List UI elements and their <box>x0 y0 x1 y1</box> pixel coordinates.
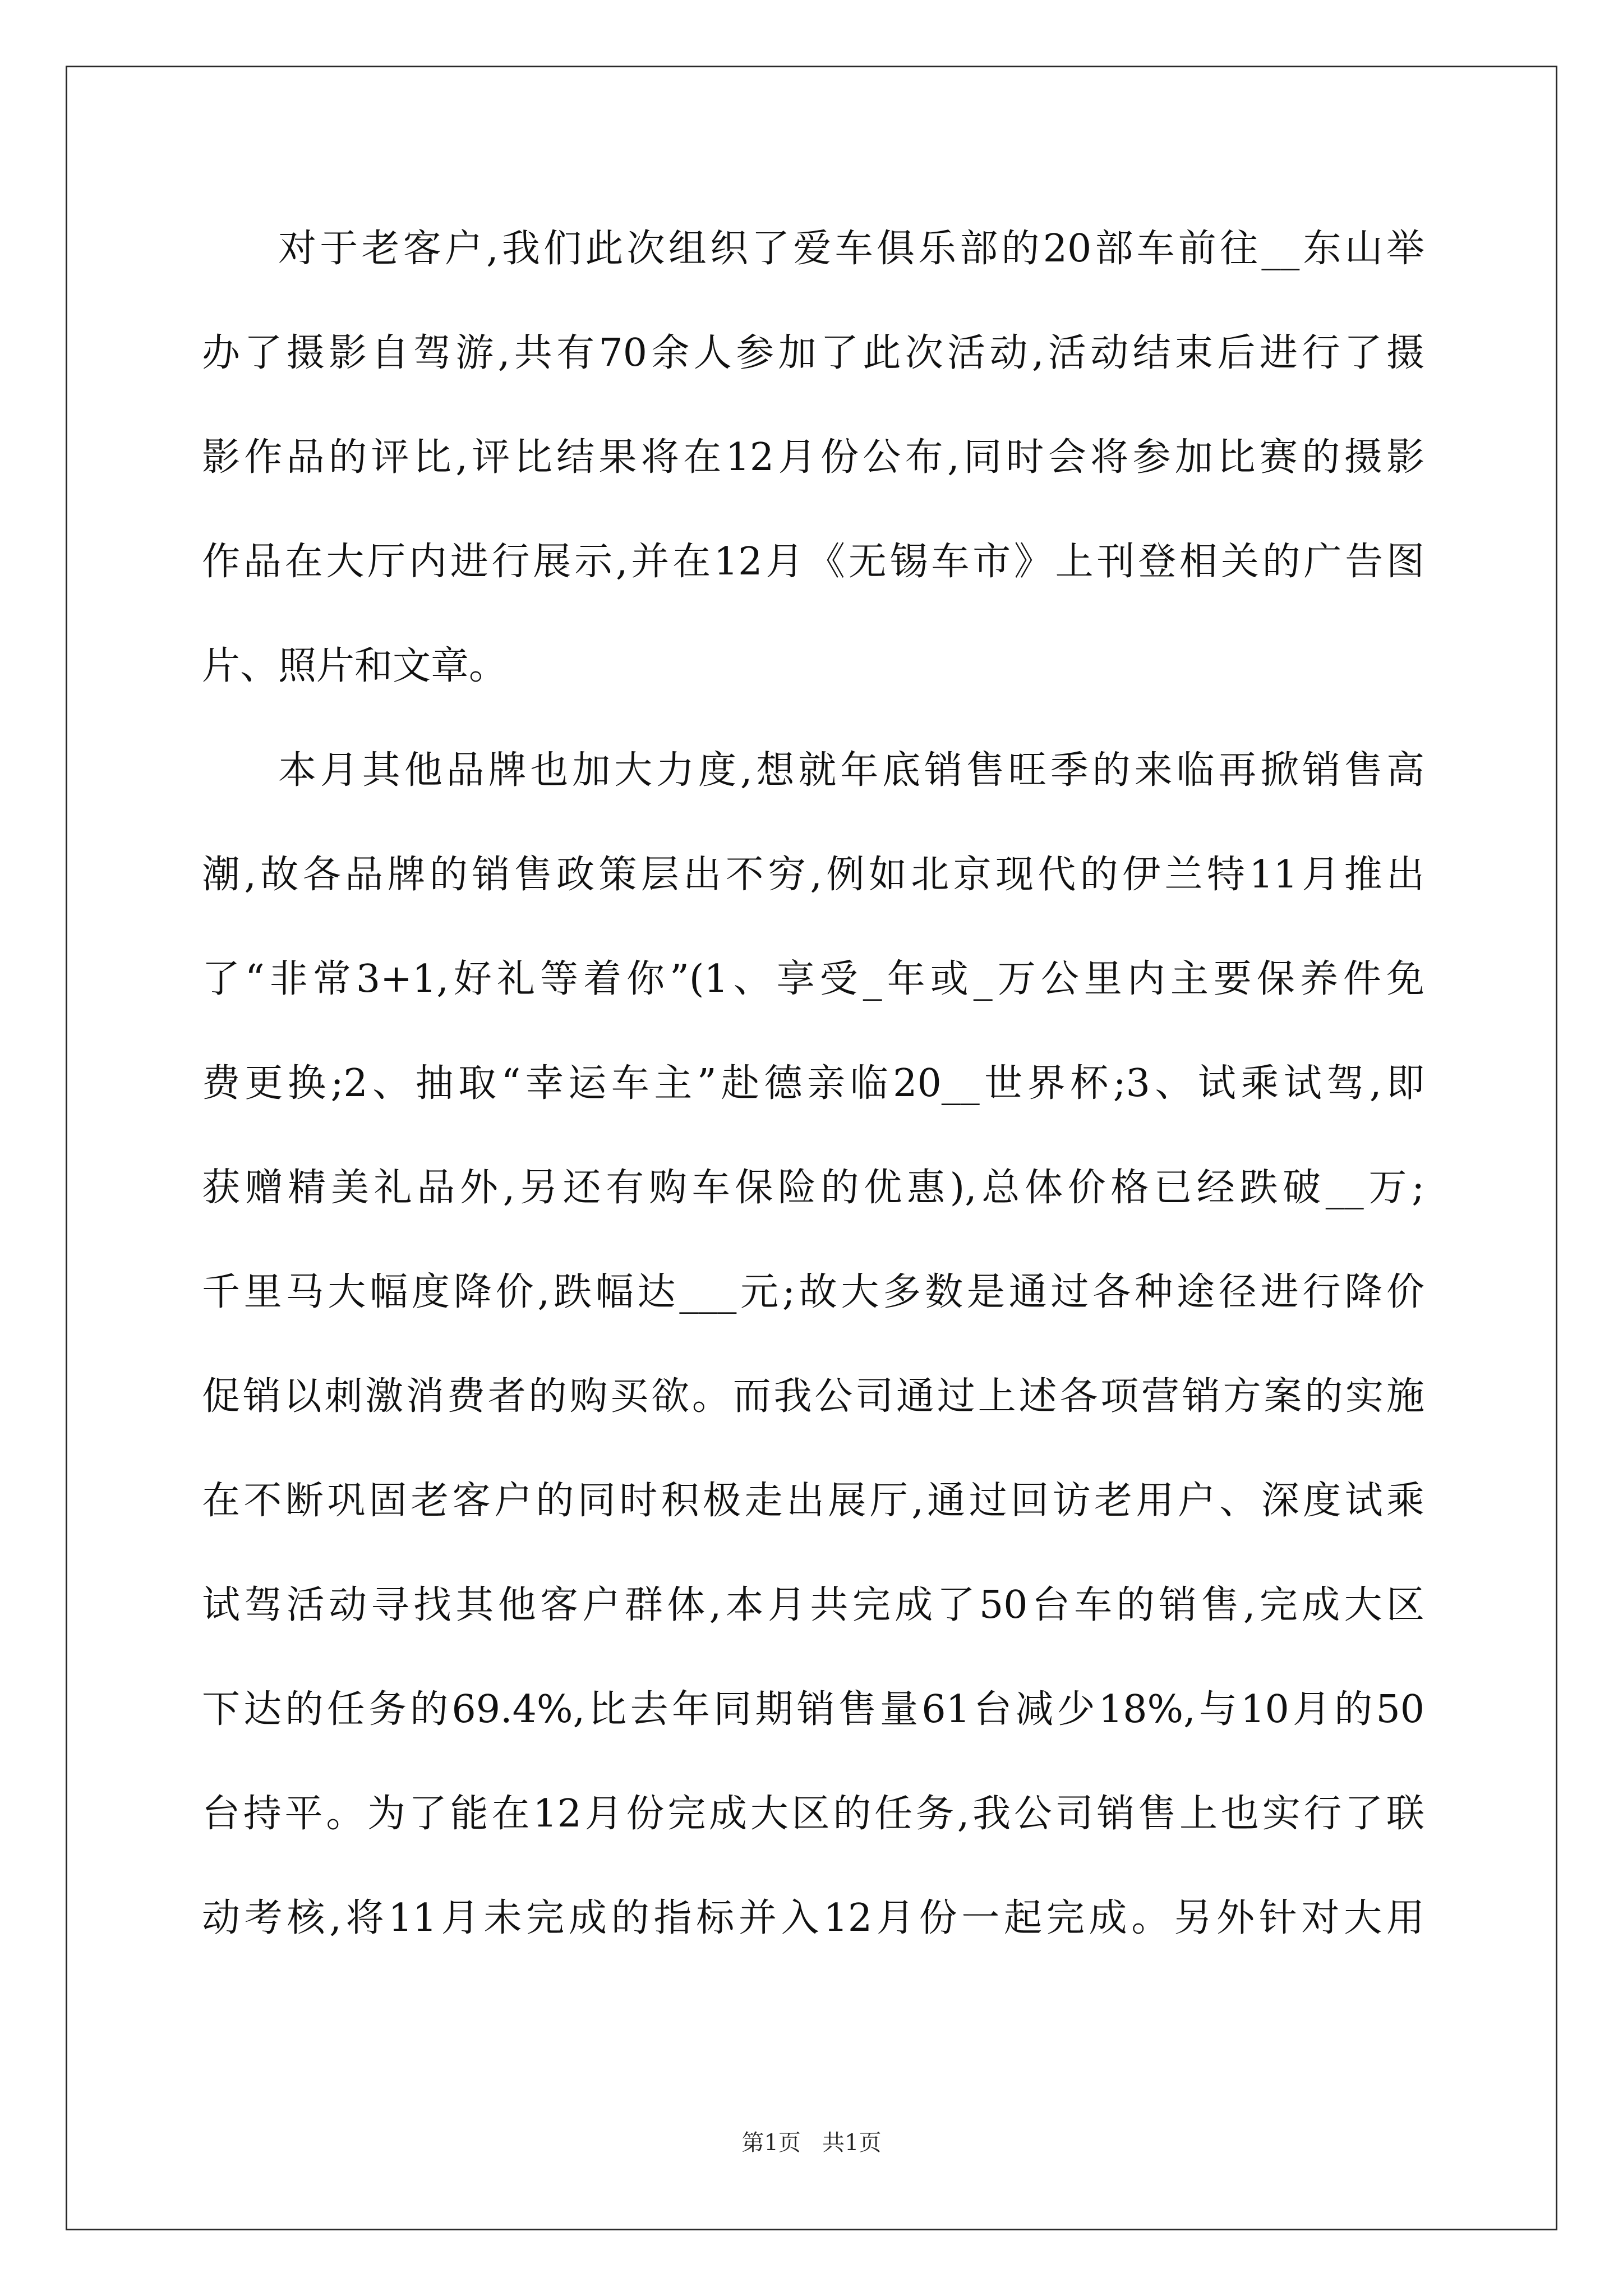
text-line: 下达的任务的69.4%,比去年同期销售量61台减少18%,与10月的50 <box>202 1687 1424 1732</box>
text-line: 本月其他品牌也加大力度,想就年底销售旺季的来临再掀销售高 <box>278 748 1424 793</box>
text-line: 千里马大幅度降价,跌幅达___元;故大多数是通过各种途径进行降价 <box>202 1270 1424 1314</box>
text-line: 试驾活动寻找其他客户群体,本月共完成了50台车的销售,完成大区 <box>202 1583 1424 1627</box>
text-line: 促销以刺激消费者的购买欲。而我公司通过上述各项营销方案的实施 <box>202 1374 1424 1419</box>
text-line: 对于老客户,我们此次组织了爱车俱乐部的20部车前往__东山举 <box>278 227 1424 271</box>
text-line: 影作品的评比,评比结果将在12月份公布,同时会将参加比赛的摄影 <box>202 435 1424 480</box>
text-line: 台持平。为了能在12月份完成大区的任务,我公司销售上也实行了联 <box>202 1792 1424 1836</box>
text-line: 动考核,将11月未完成的指标并入12月份一起完成。另外针对大用 <box>202 1896 1424 1940</box>
text-line: 潮,故各品牌的销售政策层出不穷,例如北京现代的伊兰特11月推出 <box>202 853 1424 897</box>
text-line: 费更换;2、抽取“幸运车主”赴德亲临20__世界杯;3、试乘试驾,即 <box>202 1061 1424 1106</box>
text-line: 了“非常3+1,好礼等着你”(1、享受_年或_万公里内主要保养件免 <box>202 957 1424 1001</box>
text-line: 片、照片和文章。 <box>202 644 508 688</box>
text-line: 在不断巩固老客户的同时积极走出展厅,通过回访老用户、深度试乘 <box>202 1479 1424 1523</box>
text-line: 作品在大厅内进行展示,并在12月《无锡车市》上刊登相关的广告图 <box>202 540 1424 584</box>
document-body <box>202 226 1424 1999</box>
text-line: 获赠精美礼品外,另还有购车保险的优惠),总体价格已经跌破__万; <box>202 1166 1424 1210</box>
text-line: 办了摄影自驾游,共有70余人参加了此次活动,活动结束后进行了摄 <box>202 331 1424 375</box>
page-number-footer: 第1页 共1页 <box>741 2130 882 2156</box>
